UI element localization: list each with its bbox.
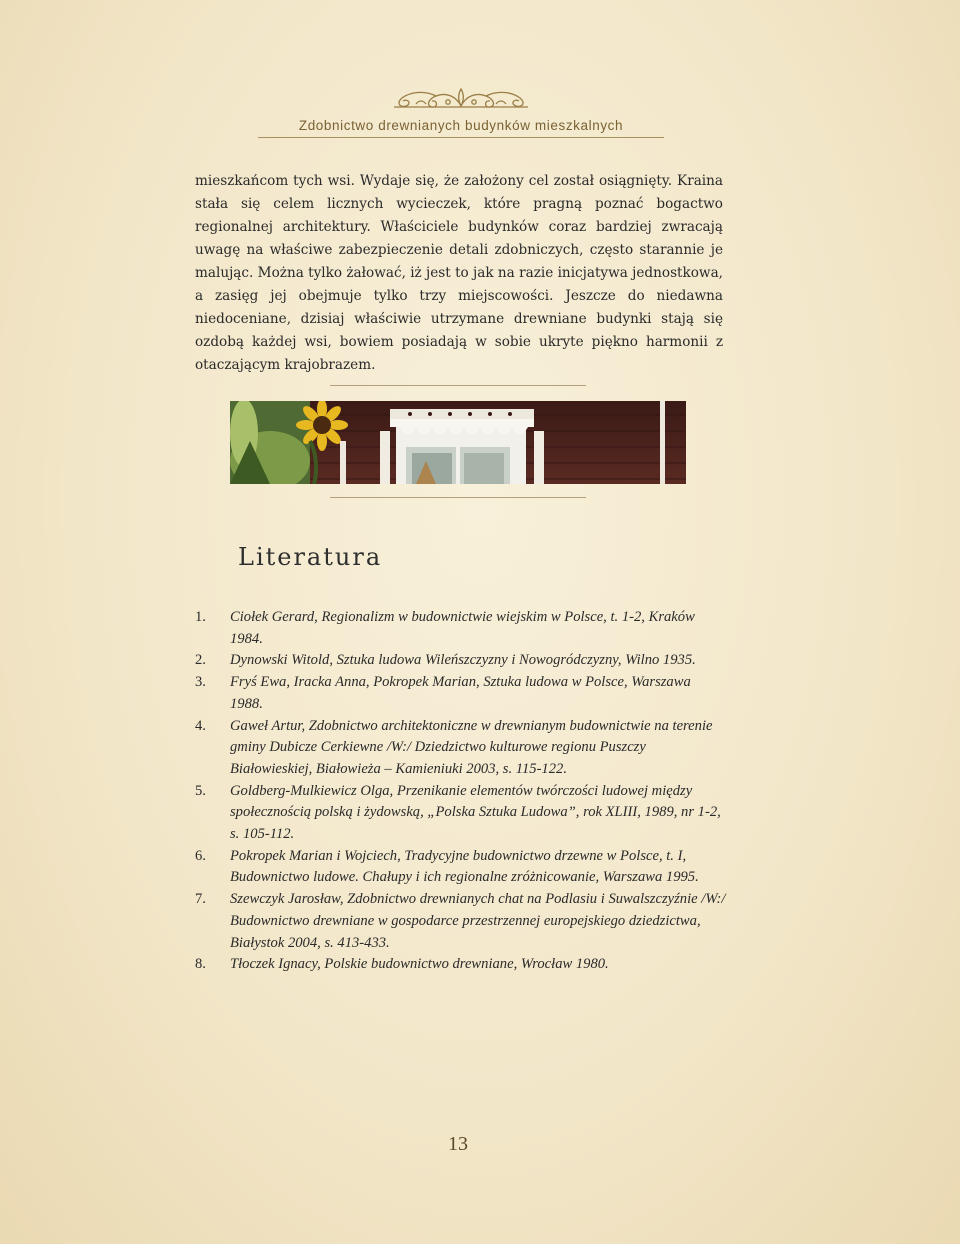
reference-text: Dynowski Witold, Sztuka ludowa Wileńszczyzny i Nowogródczyzny, Wilno 1935. [230, 652, 696, 669]
reference-item [195, 607, 727, 650]
reference-text: Goldberg-Mulkiewicz Olga, Przenikanie elementów twórczości ludowej między społecznością polską i żydowską, „Polska Sztuka Ludowa”, rok XLIII, 1989, nr 1-2, s. 105-112. [230, 782, 721, 843]
reference-item [195, 672, 727, 715]
header-divider [258, 137, 664, 138]
reference-text: Szewczyk Jarosław, Zdobnictwo drewnianych chat na Podlasiu i Suwalszczyźnie /W:/ Budownictwo drewniane w gospodarce przestrzennej europejskiego dziedzictwa, Białystok 2004, s. 413-433. [230, 891, 726, 951]
scroll-ornament-icon [386, 86, 536, 112]
body-paragraph: mieszkańcom tych wsi. Wydaje się, że założony cel został osiągnięty. Kraina stała się celem licznych wycieczek, które pragną poznać bogactwo regionalnej architektury. Właściciele budynków coraz bardziej zwracają uwagę na właściwe zabezpieczenie detali zdobniczych, często starannie je malując. Można tylko żałować, iż jest to jak na razie inicjatywa jednostkowa, a zasięg jej obejmuje tylko trzy miejscowości. Jeszcze do niedawna niedoceniane, dzisiaj właściwie utrzymane drewniane budynki stają się ozdobą każdej wsi, bowiem posiadają w sobie ukryte piękno harmonii z otaczającym krajobrazem. [195, 173, 723, 373]
reference-number: 7. [195, 891, 206, 908]
reference-number: 8. [195, 956, 206, 973]
sunflower-window-photo-icon [230, 401, 686, 484]
reference-item [195, 889, 727, 954]
reference-text: Ciołek Gerard, Regionalizm w budownictwie wiejskim w Polsce, t. 1-2, Kraków 1984. [230, 609, 695, 647]
running-header [258, 86, 664, 138]
photo-top-divider [330, 385, 586, 386]
reference-number: 6. [195, 847, 206, 864]
reference-item [195, 846, 727, 889]
reference-number: 4. [195, 717, 206, 734]
reference-item [195, 716, 727, 781]
reference-text: Tłoczek Ignacy, Polskie budownictwo drewniane, Wrocław 1980. [230, 956, 609, 973]
reference-text: Fryś Ewa, Iracka Anna, Pokropek Marian, Sztuka ludowa w Polsce, Warszawa 1988. [230, 674, 691, 712]
house-window-photo [230, 401, 686, 484]
page-number: 13 [448, 1133, 468, 1155]
reference-text: Gaweł Artur, Zdobnictwo architektoniczne w drewnianym budownictwie na terenie gminy Dubicze Cerkiewne /W:/ Dziedzictwo kulturowe regionu Puszczy Białowieskiej, Białowieża – Kamieniuki 2003, s. 115-122. [230, 717, 713, 777]
reference-item [195, 781, 727, 846]
photo-bottom-divider [330, 497, 586, 498]
reference-number: 1. [195, 609, 206, 625]
reference-number: 3. [195, 674, 206, 691]
reference-list [195, 607, 727, 976]
reference-number: 2. [195, 652, 206, 669]
reference-item [195, 650, 727, 672]
reference-text: Pokropek Marian i Wojciech, Tradycyjne budownictwo drzewne w Polsce, t. I, Budownictwo ludowe. Chałupy i ich regionalne zróżnicowanie, Warszawa 1995. [230, 847, 699, 886]
reference-number: 5. [195, 782, 206, 799]
reference-item [195, 954, 727, 976]
body-text [195, 170, 723, 377]
section-title: Literatura [238, 543, 383, 571]
running-title: Zdobnictwo drewnianych budynków mieszkalnych [298, 118, 624, 133]
